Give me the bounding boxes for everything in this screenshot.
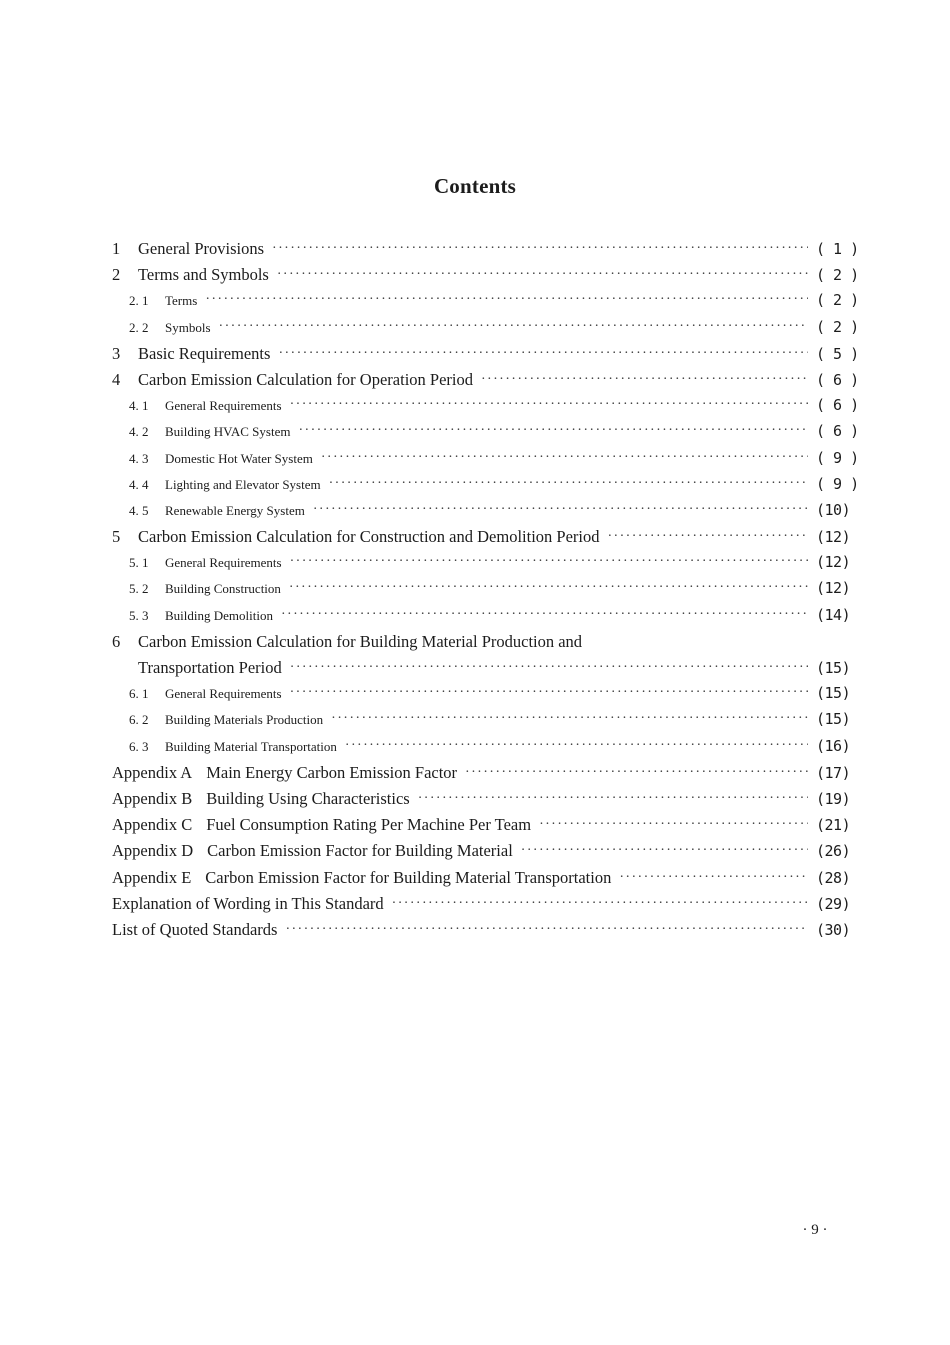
toc-entry-number: 4. 1: [129, 398, 149, 414]
toc-entry[interactable]: [112, 579, 850, 605]
toc-entry[interactable]: [112, 501, 850, 527]
dot-leader: [331, 710, 808, 723]
toc-entry[interactable]: [112, 789, 850, 815]
page-number: · 9 ·: [802, 1222, 828, 1238]
toc-entry-label: Appendix A: [112, 762, 193, 782]
dot-leader: [289, 579, 808, 592]
dot-leader: [219, 318, 808, 331]
toc-entry[interactable]: [112, 343, 859, 370]
toc-entry[interactable]: [112, 606, 850, 632]
toc-entry-title: Domestic Hot Water System: [165, 450, 313, 466]
toc-entry-number: 6. 3: [129, 738, 149, 754]
toc-entry-number: 2. 1: [129, 293, 149, 309]
table-of-contents: [112, 239, 859, 946]
toc-entry[interactable]: [112, 291, 859, 317]
dot-leader: [290, 656, 808, 673]
toc-entry-title: Building Demolition: [165, 607, 273, 623]
dot-leader: [619, 866, 808, 883]
toc-entry-page: (15): [816, 659, 851, 677]
dot-leader: [290, 684, 808, 697]
toc-entry-title: Carbon Emission Calculation for Operation Period: [138, 369, 473, 389]
toc-entry-title: Symbols: [165, 319, 211, 335]
toc-entry-page: ( 6 ): [816, 370, 859, 389]
toc-entry-page: (21): [816, 816, 851, 835]
toc-entry[interactable]: [112, 474, 859, 501]
toc-entry-title: Building Using Characteristics: [206, 788, 410, 808]
toc-entry-title: General Requirements: [165, 686, 282, 702]
toc-entry-title: Building Construction: [165, 581, 281, 597]
dot-leader: [329, 475, 808, 488]
toc-entry[interactable]: [112, 737, 850, 763]
toc-entry-title: Carbon Emission Factor for Building Material Transportation: [205, 867, 612, 887]
toc-entry-title: General Requirements: [165, 555, 282, 571]
toc-entry-page: ( 2 ): [816, 266, 859, 285]
toc-entry-label: Appendix C: [112, 815, 193, 835]
toc-entry-title: Transportation Period: [138, 658, 282, 677]
toc-entry-number: 2: [112, 265, 121, 285]
toc-entry[interactable]: [112, 632, 850, 658]
toc-entry-title: List of Quoted Standards: [112, 919, 278, 939]
dot-leader: [278, 342, 808, 359]
toc-entry[interactable]: [112, 396, 859, 422]
toc-entry-page: (12): [816, 528, 851, 547]
toc-entry-page: (17): [816, 763, 851, 782]
toc-entry-page: (16): [816, 736, 851, 755]
toc-entry-label: Appendix B: [112, 788, 193, 808]
dot-leader: [277, 263, 808, 280]
toc-entry-number: 4: [112, 369, 121, 389]
toc-entry-page: (15): [816, 710, 851, 729]
toc-entry-title: Carbon Emission Factor for Building Material: [207, 841, 513, 861]
toc-entry-page: ( 6 ): [816, 422, 859, 441]
toc-entry[interactable]: [112, 815, 850, 841]
toc-entry[interactable]: [112, 710, 850, 736]
toc-entry[interactable]: [112, 763, 850, 789]
toc-entry-page: (10): [816, 500, 851, 519]
dot-leader: [345, 737, 808, 750]
toc-entry-title: General Requirements: [165, 398, 282, 414]
toc-entry-page: (19): [816, 789, 851, 808]
toc-entry[interactable]: [112, 448, 859, 475]
toc-entry[interactable]: [112, 369, 859, 396]
dot-leader: [392, 892, 808, 909]
dot-leader: [290, 553, 808, 566]
toc-entry-title: Carbon Emission Calculation for Building Material Production and: [138, 631, 583, 651]
toc-entry-title: Building HVAC System: [165, 424, 291, 440]
toc-entry[interactable]: [112, 239, 859, 265]
toc-entry[interactable]: [112, 317, 859, 344]
toc-entry[interactable]: [112, 527, 850, 553]
dot-leader: [539, 813, 808, 830]
toc-entry[interactable]: [112, 868, 850, 894]
toc-entry-page: ( 2 ): [816, 291, 859, 310]
dot-leader: [607, 525, 808, 542]
toc-entry-number: 4. 5: [129, 502, 149, 518]
toc-entry-title: Main Energy Carbon Emission Factor: [206, 762, 458, 782]
dot-leader: [321, 449, 808, 462]
toc-entry-title: Carbon Emission Calculation for Construction and Demolition Period: [138, 527, 600, 547]
toc-entry-title: Fuel Consumption Rating Per Machine Per Team: [206, 815, 532, 835]
toc-entry-number: 5. 2: [129, 581, 149, 597]
toc-entry-label: Appendix D: [112, 841, 194, 861]
dot-leader: [205, 291, 808, 304]
toc-entry-page: (28): [816, 868, 851, 887]
toc-entry-number: 5. 3: [129, 607, 149, 623]
toc-entry-number: 6. 1: [129, 686, 149, 702]
toc-entry-title: General Provisions: [138, 239, 265, 258]
toc-entry[interactable]: [112, 684, 850, 710]
toc-entry-number: 4. 2: [129, 424, 149, 440]
toc-entry[interactable]: [112, 920, 850, 946]
page-title: Contents: [433, 174, 517, 199]
dot-leader: [298, 422, 808, 435]
dot-leader: [313, 501, 808, 514]
toc-entry-title: Basic Requirements: [138, 343, 271, 363]
toc-entry[interactable]: [112, 658, 850, 684]
toc-entry-title: Renewable Energy System: [165, 502, 305, 518]
toc-entry-title: Lighting and Elevator System: [165, 476, 321, 492]
toc-entry-number: 4. 3: [129, 450, 149, 466]
dot-leader: [481, 368, 808, 385]
toc-entry-page: ( 6 ): [816, 396, 859, 415]
toc-entry-number: 1: [112, 239, 121, 258]
dot-leader: [285, 918, 808, 935]
toc-entry[interactable]: [112, 553, 850, 579]
toc-entry-page: (15): [816, 684, 851, 703]
toc-entry-page: ( 5 ): [816, 344, 859, 363]
toc-entry-title: Terms and Symbols: [138, 265, 269, 285]
toc-entry[interactable]: [112, 894, 850, 920]
dot-leader: [281, 606, 808, 619]
toc-entry-title: Building Materials Production: [165, 712, 324, 728]
toc-entry-page: (12): [816, 579, 851, 598]
toc-entry-number: 4. 4: [129, 476, 149, 492]
toc-entry-title: Terms: [165, 293, 198, 309]
toc-entry-page: (26): [816, 842, 851, 861]
toc-entry-page: ( 1 ): [816, 240, 859, 258]
toc-entry-page: ( 2 ): [816, 317, 859, 336]
dot-leader: [272, 237, 808, 254]
dot-leader: [465, 761, 808, 778]
toc-entry[interactable]: [112, 265, 859, 291]
toc-entry[interactable]: [112, 841, 850, 867]
toc-entry-page: (29): [816, 894, 851, 913]
toc-entry-title: Explanation of Wording in This Standard: [112, 893, 384, 913]
toc-entry-number: 3: [112, 343, 121, 363]
dot-leader: [521, 839, 808, 856]
dot-leader: [290, 396, 808, 409]
dot-leader: [418, 787, 808, 804]
toc-entry[interactable]: [112, 422, 859, 448]
toc-entry-page: (14): [816, 605, 851, 624]
toc-entry-number: 2. 2: [129, 319, 149, 335]
toc-entry-number: 6. 2: [129, 712, 149, 728]
toc-entry-page: (12): [816, 553, 851, 572]
toc-entry-title: Building Material Transportation: [165, 738, 337, 754]
toc-entry-number: 6: [112, 631, 121, 651]
toc-entry-label: Appendix E: [112, 867, 192, 887]
toc-entry-number: 5: [112, 527, 121, 547]
toc-entry-number: 5. 1: [129, 555, 149, 571]
toc-entry-page: ( 9 ): [816, 474, 859, 493]
toc-entry-page: ( 9 ): [816, 448, 859, 467]
toc-entry-page: (30): [816, 920, 851, 939]
